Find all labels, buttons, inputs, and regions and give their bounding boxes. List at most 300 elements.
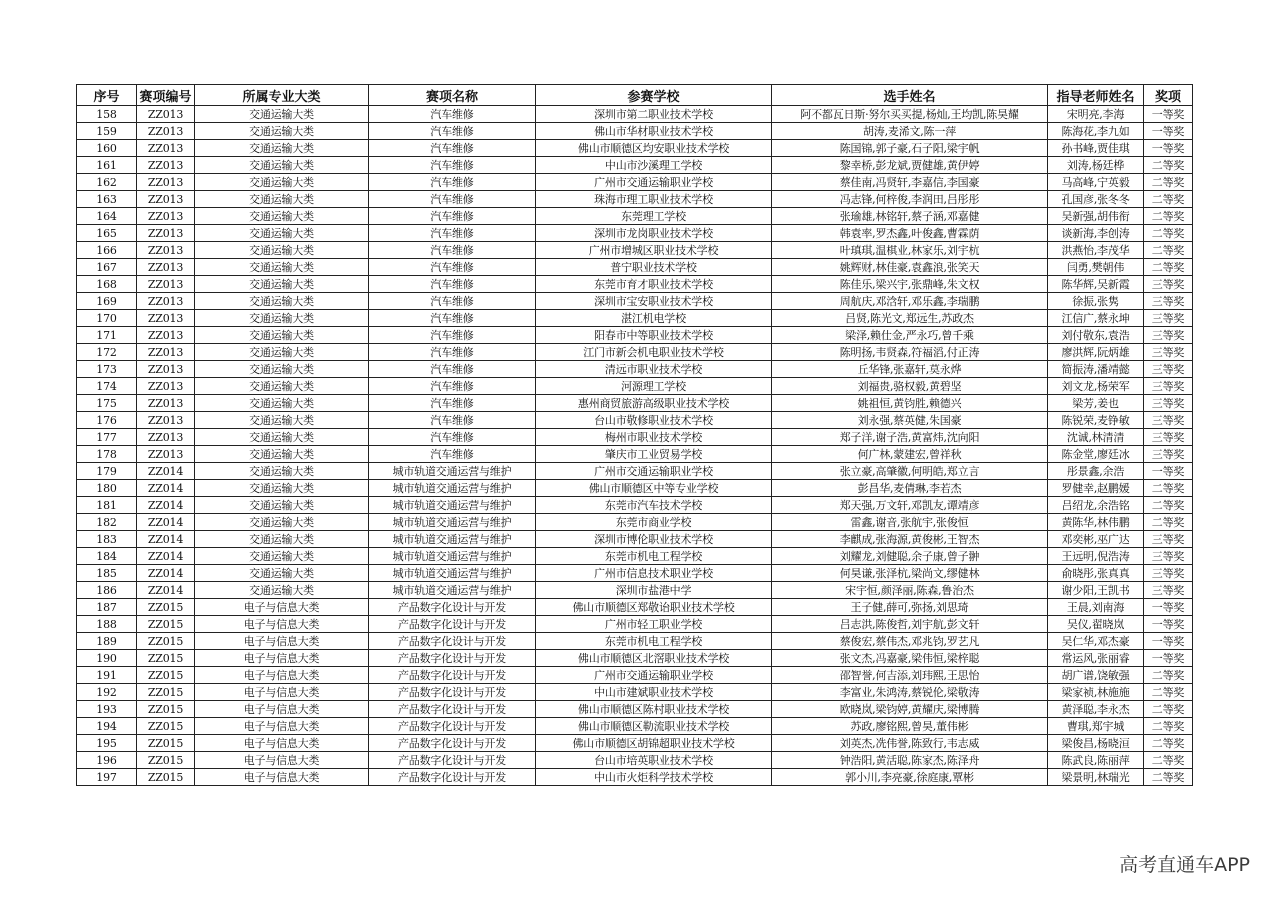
- cell-event-code: ZZ013: [137, 327, 195, 344]
- cell-award: 二等奖: [1144, 752, 1193, 769]
- cell-award: 二等奖: [1144, 735, 1193, 752]
- cell-index: 197: [77, 769, 137, 786]
- cell-event-name: 城市轨道交通运营与维护: [369, 582, 536, 599]
- cell-contestants: 王子健,薛可,弥扬,刘思琦: [772, 599, 1048, 616]
- cell-event-name: 产品数字化设计与开发: [369, 633, 536, 650]
- cell-event-name: 汽车维修: [369, 174, 536, 191]
- cell-index: 195: [77, 735, 137, 752]
- cell-major-category: 交通运输大类: [195, 429, 369, 446]
- cell-index: 168: [77, 276, 137, 293]
- cell-index: 182: [77, 514, 137, 531]
- cell-contestants: 张瑜雄,林铭轩,蔡子涵,邓嘉健: [772, 208, 1048, 225]
- cell-major-category: 电子与信息大类: [195, 735, 369, 752]
- cell-instructors: 孙书峰,贾佳琪: [1048, 140, 1144, 157]
- cell-award: 二等奖: [1144, 259, 1193, 276]
- cell-school: 佛山市顺德区陈村职业技术学校: [536, 701, 772, 718]
- cell-major-category: 交通运输大类: [195, 497, 369, 514]
- cell-contestants: 蔡佳南,冯贤轩,李嘉信,李国豪: [772, 174, 1048, 191]
- cell-school: 佛山市顺德区胡锦超职业技术学校: [536, 735, 772, 752]
- cell-major-category: 交通运输大类: [195, 157, 369, 174]
- cell-event-name: 汽车维修: [369, 191, 536, 208]
- cell-index: 185: [77, 565, 137, 582]
- cell-contestants: 欧晓岚,梁钧婷,黄耀庆,梁博腾: [772, 701, 1048, 718]
- table-row: [77, 123, 1193, 140]
- cell-contestants: 郑天强,万文轩,邓凯友,谭靖彦: [772, 497, 1048, 514]
- cell-event-code: ZZ014: [137, 463, 195, 480]
- table-row: [77, 582, 1193, 599]
- cell-contestants: 蔡俊宏,蔡伟杰,邓兆钧,罗艺凡: [772, 633, 1048, 650]
- cell-instructors: 沈诚,林清清: [1048, 429, 1144, 446]
- cell-event-name: 汽车维修: [369, 208, 536, 225]
- cell-school: 东莞市育才职业技术学校: [536, 276, 772, 293]
- cell-index: 162: [77, 174, 137, 191]
- cell-contestants: 钟浩阳,黄活聪,陈家杰,陈泽舟: [772, 752, 1048, 769]
- cell-index: 184: [77, 548, 137, 565]
- cell-index: 181: [77, 497, 137, 514]
- cell-index: 189: [77, 633, 137, 650]
- cell-major-category: 交通运输大类: [195, 310, 369, 327]
- cell-school: 佛山市顺德区郑敬诒职业技术学校: [536, 599, 772, 616]
- cell-event-name: 汽车维修: [369, 140, 536, 157]
- cell-school: 深圳市龙岗职业技术学校: [536, 225, 772, 242]
- cell-event-code: ZZ014: [137, 582, 195, 599]
- cell-event-code: ZZ015: [137, 616, 195, 633]
- table-row: [77, 140, 1193, 157]
- table-row: [77, 514, 1193, 531]
- cell-event-name: 产品数字化设计与开发: [369, 599, 536, 616]
- cell-contestants: 张立豪,高肇徽,何明皓,郑立言: [772, 463, 1048, 480]
- cell-award: 二等奖: [1144, 242, 1193, 259]
- cell-contestants: 姚辉财,林佳豪,袁鑫浪,张笑天: [772, 259, 1048, 276]
- cell-index: 161: [77, 157, 137, 174]
- cell-school: 台山市培英职业技术学校: [536, 752, 772, 769]
- cell-major-category: 交通运输大类: [195, 191, 369, 208]
- cell-contestants: 黎幸桥,彭龙斌,贾健雄,黄伊婷: [772, 157, 1048, 174]
- cell-instructors: 梁家祯,林施施: [1048, 684, 1144, 701]
- cell-contestants: 吕贤,陈光文,郑远生,苏政杰: [772, 310, 1048, 327]
- cell-index: 180: [77, 480, 137, 497]
- cell-event-code: ZZ013: [137, 191, 195, 208]
- cell-school: 江门市新会机电职业技术学校: [536, 344, 772, 361]
- cell-event-name: 汽车维修: [369, 157, 536, 174]
- cell-award: 三等奖: [1144, 327, 1193, 344]
- cell-event-name: 汽车维修: [369, 276, 536, 293]
- cell-school: 深圳市宝安职业技术学校: [536, 293, 772, 310]
- cell-award: 二等奖: [1144, 225, 1193, 242]
- table-row: [77, 259, 1193, 276]
- cell-school: 广州市交通运输职业学校: [536, 174, 772, 191]
- cell-event-name: 产品数字化设计与开发: [369, 667, 536, 684]
- cell-contestants: 丘华锋,张嘉轩,莫永烨: [772, 361, 1048, 378]
- cell-index: 170: [77, 310, 137, 327]
- cell-award: 三等奖: [1144, 344, 1193, 361]
- cell-contestants: 刘英杰,冼伟誉,陈致行,韦志威: [772, 735, 1048, 752]
- cell-major-category: 交通运输大类: [195, 480, 369, 497]
- cell-event-code: ZZ015: [137, 718, 195, 735]
- cell-event-name: 汽车维修: [369, 429, 536, 446]
- table-row: [77, 446, 1193, 463]
- cell-index: 175: [77, 395, 137, 412]
- cell-contestants: 张文杰,冯嘉豪,梁伟恒,梁梓聪: [772, 650, 1048, 667]
- cell-instructors: 徐振,张隽: [1048, 293, 1144, 310]
- table-row: [77, 531, 1193, 548]
- cell-event-code: ZZ015: [137, 599, 195, 616]
- table-body: [77, 106, 1193, 786]
- table-row: [77, 429, 1193, 446]
- cell-school: 清远市职业技术学校: [536, 361, 772, 378]
- cell-instructors: 陈武良,陈丽萍: [1048, 752, 1144, 769]
- cell-instructors: 马高峰,宁英毅: [1048, 174, 1144, 191]
- cell-school: 广州市信息技术职业学校: [536, 565, 772, 582]
- cell-event-name: 汽车维修: [369, 446, 536, 463]
- cell-event-code: ZZ015: [137, 667, 195, 684]
- cell-event-code: ZZ015: [137, 701, 195, 718]
- table-row: [77, 412, 1193, 429]
- col-header-index: 序号: [77, 85, 137, 106]
- cell-major-category: 电子与信息大类: [195, 633, 369, 650]
- cell-contestants: 陈国锦,郭子豪,石子阳,梁宇帆: [772, 140, 1048, 157]
- cell-contestants: 叶瑱琪,温棋业,林家乐,刘宇杭: [772, 242, 1048, 259]
- table-row: [77, 378, 1193, 395]
- header-row: [77, 85, 1193, 106]
- cell-event-name: 城市轨道交通运营与维护: [369, 463, 536, 480]
- cell-index: 186: [77, 582, 137, 599]
- cell-instructors: 胡广谱,饶敏强: [1048, 667, 1144, 684]
- cell-major-category: 交通运输大类: [195, 123, 369, 140]
- cell-event-code: ZZ013: [137, 310, 195, 327]
- table-row: [77, 548, 1193, 565]
- cell-index: 165: [77, 225, 137, 242]
- cell-event-code: ZZ013: [137, 174, 195, 191]
- cell-event-name: 产品数字化设计与开发: [369, 616, 536, 633]
- cell-contestants: 韩袁率,罗杰鑫,叶俊鑫,曹霖荫: [772, 225, 1048, 242]
- cell-event-code: ZZ013: [137, 446, 195, 463]
- cell-index: 173: [77, 361, 137, 378]
- cell-contestants: 何广林,蒙建宏,曾祥秋: [772, 446, 1048, 463]
- cell-index: 194: [77, 718, 137, 735]
- cell-event-code: ZZ013: [137, 242, 195, 259]
- cell-event-name: 城市轨道交通运营与维护: [369, 514, 536, 531]
- cell-instructors: 常运风,张丽睿: [1048, 650, 1144, 667]
- cell-event-code: ZZ013: [137, 412, 195, 429]
- cell-index: 163: [77, 191, 137, 208]
- cell-contestants: 刘福贵,骆权毅,黄碧坚: [772, 378, 1048, 395]
- cell-event-name: 汽车维修: [369, 310, 536, 327]
- cell-school: 湛江机电学校: [536, 310, 772, 327]
- cell-index: 178: [77, 446, 137, 463]
- cell-award: 一等奖: [1144, 616, 1193, 633]
- cell-event-code: ZZ014: [137, 480, 195, 497]
- cell-contestants: 郑子洋,谢子浩,黄富炜,沈向阳: [772, 429, 1048, 446]
- cell-award: 二等奖: [1144, 684, 1193, 701]
- cell-contestants: 阿不都瓦日斯·努尔买买提,杨灿,王均凯,陈昊耀: [772, 106, 1048, 123]
- table-row: [77, 191, 1193, 208]
- cell-instructors: 梁景明,林瑞光: [1048, 769, 1144, 786]
- col-header-instructors: 指导老师姓名: [1048, 85, 1144, 106]
- cell-award: 二等奖: [1144, 157, 1193, 174]
- cell-index: 166: [77, 242, 137, 259]
- cell-major-category: 交通运输大类: [195, 225, 369, 242]
- cell-school: 深圳市第二职业技术学校: [536, 106, 772, 123]
- cell-event-name: 城市轨道交通运营与维护: [369, 497, 536, 514]
- cell-award: 二等奖: [1144, 667, 1193, 684]
- cell-event-code: ZZ013: [137, 361, 195, 378]
- cell-major-category: 交通运输大类: [195, 548, 369, 565]
- cell-award: 三等奖: [1144, 310, 1193, 327]
- cell-instructors: 刘文龙,杨荣军: [1048, 378, 1144, 395]
- cell-school: 深圳市博伦职业技术学校: [536, 531, 772, 548]
- cell-school: 河源理工学校: [536, 378, 772, 395]
- cell-event-code: ZZ014: [137, 531, 195, 548]
- cell-school: 广州市增城区职业技术学校: [536, 242, 772, 259]
- cell-award: 一等奖: [1144, 599, 1193, 616]
- cell-instructors: 黄泽聪,李永杰: [1048, 701, 1144, 718]
- cell-instructors: 俞晓彤,张真真: [1048, 565, 1144, 582]
- cell-contestants: 胡涛,麦浠文,陈一萍: [772, 123, 1048, 140]
- table-row: [77, 208, 1193, 225]
- cell-instructors: 陈海花,李九如: [1048, 123, 1144, 140]
- cell-award: 三等奖: [1144, 582, 1193, 599]
- cell-event-name: 产品数字化设计与开发: [369, 701, 536, 718]
- cell-major-category: 交通运输大类: [195, 293, 369, 310]
- table-row: [77, 395, 1193, 412]
- cell-contestants: 彭昌华,麦倩琳,李若杰: [772, 480, 1048, 497]
- cell-award: 三等奖: [1144, 412, 1193, 429]
- cell-instructors: 江信广,蔡永坤: [1048, 310, 1144, 327]
- cell-event-code: ZZ013: [137, 157, 195, 174]
- cell-instructors: 梁俊昌,杨晓洹: [1048, 735, 1144, 752]
- cell-major-category: 电子与信息大类: [195, 650, 369, 667]
- table-row: [77, 174, 1193, 191]
- watermark-text: 高考直通车APP: [1119, 854, 1250, 876]
- cell-major-category: 交通运输大类: [195, 361, 369, 378]
- cell-event-code: ZZ013: [137, 106, 195, 123]
- cell-instructors: 吴仪,翟晓岚: [1048, 616, 1144, 633]
- cell-award: 三等奖: [1144, 395, 1193, 412]
- cell-major-category: 交通运输大类: [195, 140, 369, 157]
- cell-school: 中山市火炬科学技术学校: [536, 769, 772, 786]
- cell-instructors: 廖洪辉,阮炳雄: [1048, 344, 1144, 361]
- cell-instructors: 闫勇,樊朝伟: [1048, 259, 1144, 276]
- cell-event-name: 汽车维修: [369, 378, 536, 395]
- cell-instructors: 邓奕彬,巫广达: [1048, 531, 1144, 548]
- cell-instructors: 王远明,倪浩涛: [1048, 548, 1144, 565]
- cell-event-name: 汽车维修: [369, 293, 536, 310]
- cell-award: 一等奖: [1144, 650, 1193, 667]
- cell-award: 三等奖: [1144, 565, 1193, 582]
- cell-event-name: 汽车维修: [369, 242, 536, 259]
- table-row: [77, 616, 1193, 633]
- cell-contestants: 宋宇恒,颜泽丽,陈森,鲁治杰: [772, 582, 1048, 599]
- cell-event-name: 汽车维修: [369, 361, 536, 378]
- table-row: [77, 463, 1193, 480]
- cell-index: 190: [77, 650, 137, 667]
- cell-instructors: 罗健幸,赵鹏媛: [1048, 480, 1144, 497]
- cell-event-code: ZZ013: [137, 208, 195, 225]
- cell-instructors: 简振涛,潘靖懿: [1048, 361, 1144, 378]
- cell-school: 佛山市华材职业技术学校: [536, 123, 772, 140]
- cell-event-name: 产品数字化设计与开发: [369, 650, 536, 667]
- table-row: [77, 735, 1193, 752]
- table-row: [77, 293, 1193, 310]
- cell-award: 一等奖: [1144, 123, 1193, 140]
- cell-major-category: 交通运输大类: [195, 582, 369, 599]
- cell-school: 中山市沙溪理工学校: [536, 157, 772, 174]
- cell-event-code: ZZ015: [137, 650, 195, 667]
- cell-award: 一等奖: [1144, 463, 1193, 480]
- cell-major-category: 交通运输大类: [195, 531, 369, 548]
- cell-award: 二等奖: [1144, 174, 1193, 191]
- cell-instructors: 梁芳,姜也: [1048, 395, 1144, 412]
- cell-award: 三等奖: [1144, 293, 1193, 310]
- cell-school: 深圳市盐港中学: [536, 582, 772, 599]
- cell-school: 佛山市顺德区均安职业技术学校: [536, 140, 772, 157]
- cell-major-category: 电子与信息大类: [195, 752, 369, 769]
- cell-instructors: 吕绍龙,余浩铭: [1048, 497, 1144, 514]
- cell-index: 160: [77, 140, 137, 157]
- cell-event-code: ZZ013: [137, 276, 195, 293]
- cell-award: 一等奖: [1144, 140, 1193, 157]
- cell-event-code: ZZ015: [137, 633, 195, 650]
- col-header-event-code: 赛项编号: [137, 85, 195, 106]
- cell-major-category: 电子与信息大类: [195, 769, 369, 786]
- cell-event-name: 汽车维修: [369, 123, 536, 140]
- cell-event-code: ZZ014: [137, 548, 195, 565]
- cell-contestants: 李富业,朱鸿涛,蔡锐伦,梁敬涛: [772, 684, 1048, 701]
- cell-contestants: 郭小川,李亮豪,徐庭康,覃彬: [772, 769, 1048, 786]
- cell-event-code: ZZ013: [137, 395, 195, 412]
- cell-index: 174: [77, 378, 137, 395]
- cell-contestants: 吕志洪,陈俊哲,刘宇航,彭文轩: [772, 616, 1048, 633]
- cell-instructors: 谈新海,李创涛: [1048, 225, 1144, 242]
- cell-contestants: 刘耀龙,刘健聪,余子康,曾子翀: [772, 548, 1048, 565]
- cell-award: 三等奖: [1144, 429, 1193, 446]
- cell-event-name: 城市轨道交通运营与维护: [369, 565, 536, 582]
- cell-event-code: ZZ013: [137, 293, 195, 310]
- cell-contestants: 邵智誉,何吉添,刘玮熙,王思怡: [772, 667, 1048, 684]
- cell-instructors: 曹琪,郑宇城: [1048, 718, 1144, 735]
- cell-index: 192: [77, 684, 137, 701]
- col-header-school: 参赛学校: [536, 85, 772, 106]
- cell-index: 187: [77, 599, 137, 616]
- cell-contestants: 李麒成,张海源,黄俊彬,王智杰: [772, 531, 1048, 548]
- cell-school: 东莞市机电工程学校: [536, 548, 772, 565]
- cell-event-code: ZZ013: [137, 344, 195, 361]
- cell-school: 珠海市理工职业技术学校: [536, 191, 772, 208]
- table-row: [77, 276, 1193, 293]
- cell-award: 二等奖: [1144, 480, 1193, 497]
- table-row: [77, 480, 1193, 497]
- table-row: [77, 106, 1193, 123]
- cell-major-category: 电子与信息大类: [195, 599, 369, 616]
- cell-event-code: ZZ013: [137, 140, 195, 157]
- cell-event-name: 城市轨道交通运营与维护: [369, 531, 536, 548]
- col-header-event-name: 赛项名称: [369, 85, 536, 106]
- cell-award: 三等奖: [1144, 276, 1193, 293]
- cell-instructors: 彤景鑫,余浩: [1048, 463, 1144, 480]
- table-row: [77, 752, 1193, 769]
- awards-table: [76, 84, 1193, 786]
- cell-instructors: 黄陈华,林伟鹏: [1048, 514, 1144, 531]
- cell-award: 三等奖: [1144, 361, 1193, 378]
- cell-major-category: 交通运输大类: [195, 208, 369, 225]
- cell-award: 三等奖: [1144, 548, 1193, 565]
- cell-major-category: 交通运输大类: [195, 174, 369, 191]
- cell-event-name: 汽车维修: [369, 412, 536, 429]
- cell-instructors: 宋明亮,李海: [1048, 106, 1144, 123]
- cell-event-code: ZZ015: [137, 684, 195, 701]
- cell-event-name: 汽车维修: [369, 344, 536, 361]
- cell-event-code: ZZ013: [137, 378, 195, 395]
- cell-award: 一等奖: [1144, 106, 1193, 123]
- cell-index: 172: [77, 344, 137, 361]
- cell-school: 东莞市机电工程学校: [536, 633, 772, 650]
- cell-event-name: 产品数字化设计与开发: [369, 735, 536, 752]
- cell-event-name: 产品数字化设计与开发: [369, 769, 536, 786]
- cell-school: 广州市交通运输职业学校: [536, 667, 772, 684]
- cell-major-category: 交通运输大类: [195, 514, 369, 531]
- cell-instructors: 陈锐荣,麦铮敏: [1048, 412, 1144, 429]
- cell-major-category: 电子与信息大类: [195, 718, 369, 735]
- cell-major-category: 电子与信息大类: [195, 667, 369, 684]
- cell-major-category: 交通运输大类: [195, 446, 369, 463]
- col-header-contestants: 选手姓名: [772, 85, 1048, 106]
- cell-contestants: 雷鑫,谢音,张航宇,张俊恒: [772, 514, 1048, 531]
- cell-index: 164: [77, 208, 137, 225]
- cell-index: 171: [77, 327, 137, 344]
- cell-event-name: 产品数字化设计与开发: [369, 684, 536, 701]
- cell-instructors: 刘付敬东,袁浩: [1048, 327, 1144, 344]
- cell-index: 169: [77, 293, 137, 310]
- cell-award: 二等奖: [1144, 718, 1193, 735]
- cell-event-name: 汽车维修: [369, 327, 536, 344]
- cell-instructors: 谢少阳,王凯书: [1048, 582, 1144, 599]
- cell-index: 179: [77, 463, 137, 480]
- cell-index: 193: [77, 701, 137, 718]
- col-header-major-category: 所属专业大类: [195, 85, 369, 106]
- cell-index: 158: [77, 106, 137, 123]
- cell-event-code: ZZ014: [137, 514, 195, 531]
- cell-index: 188: [77, 616, 137, 633]
- cell-school: 广州市轻工职业学校: [536, 616, 772, 633]
- cell-event-code: ZZ014: [137, 497, 195, 514]
- cell-event-code: ZZ013: [137, 429, 195, 446]
- cell-school: 佛山市顺德区北滘职业技术学校: [536, 650, 772, 667]
- table-row: [77, 701, 1193, 718]
- cell-contestants: 梁泽,赖仕金,严永巧,曾千乘: [772, 327, 1048, 344]
- cell-index: 177: [77, 429, 137, 446]
- cell-index: 176: [77, 412, 137, 429]
- cell-instructors: 孔国彦,张冬冬: [1048, 191, 1144, 208]
- cell-major-category: 交通运输大类: [195, 276, 369, 293]
- cell-event-name: 产品数字化设计与开发: [369, 752, 536, 769]
- table-row: [77, 769, 1193, 786]
- table-row: [77, 361, 1193, 378]
- cell-event-code: ZZ013: [137, 123, 195, 140]
- cell-instructors: 王晨,刘南海: [1048, 599, 1144, 616]
- cell-school: 梅州市职业技术学校: [536, 429, 772, 446]
- cell-major-category: 电子与信息大类: [195, 684, 369, 701]
- cell-event-code: ZZ014: [137, 565, 195, 582]
- cell-contestants: 刘永强,蔡英健,朱国豪: [772, 412, 1048, 429]
- cell-event-code: ZZ013: [137, 259, 195, 276]
- cell-event-name: 汽车维修: [369, 395, 536, 412]
- cell-award: 二等奖: [1144, 514, 1193, 531]
- table-row: [77, 497, 1193, 514]
- table-row: [77, 225, 1193, 242]
- cell-index: 167: [77, 259, 137, 276]
- cell-instructors: 陈华辉,吴新霞: [1048, 276, 1144, 293]
